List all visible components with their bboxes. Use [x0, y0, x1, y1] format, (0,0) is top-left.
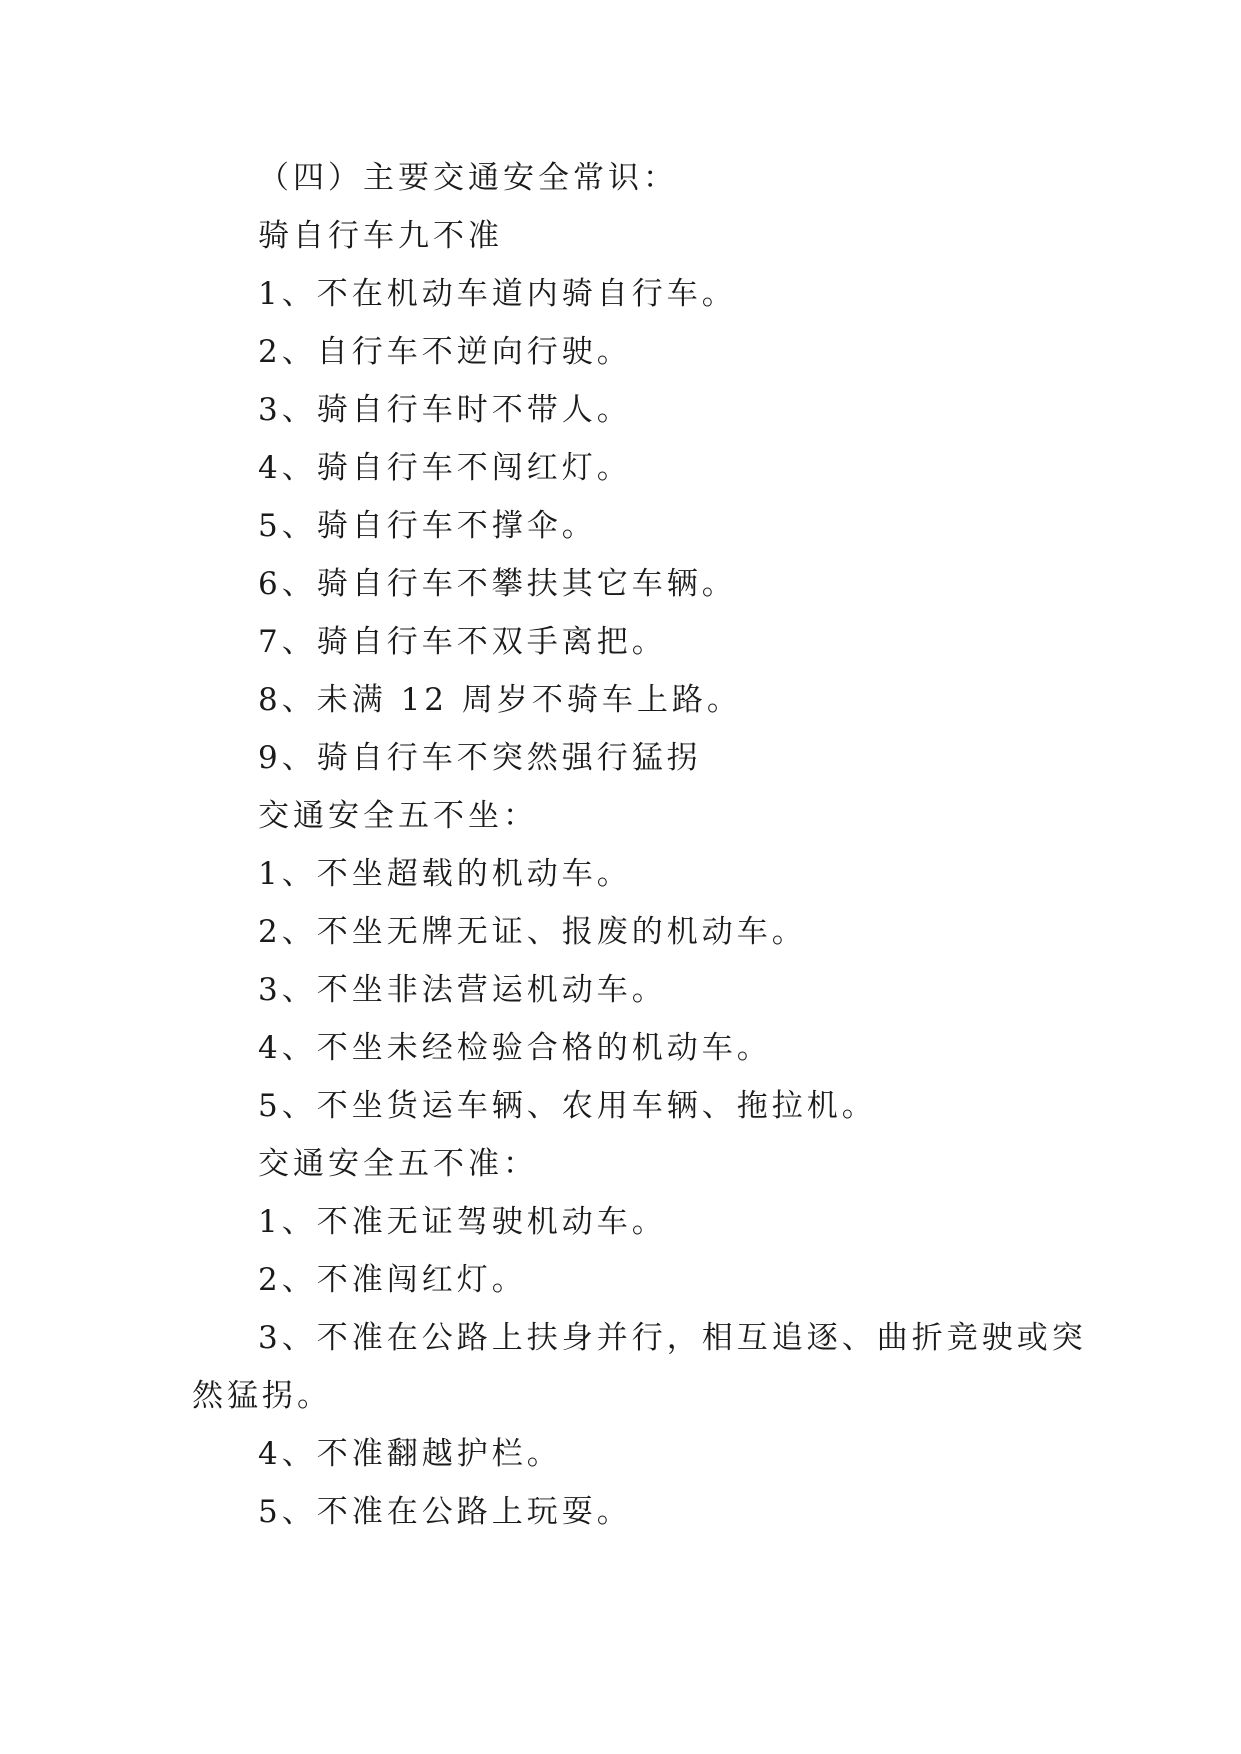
- list-item: 3、骑自行车时不带人。: [258, 392, 632, 428]
- list-item: 8、未满 12 周岁不骑车上路。: [258, 682, 742, 718]
- list-item: 4、骑自行车不闯红灯。: [258, 450, 632, 486]
- list-item: 2、不准闯红灯。: [258, 1262, 527, 1298]
- section-heading: （四）主要交通安全常识：: [258, 160, 678, 196]
- list-item: 3、不坐非法营运机动车。: [258, 972, 667, 1008]
- list-item: 5、不坐货运车辆、农用车辆、拖拉机。: [258, 1088, 877, 1124]
- subheading-five-no-allow: 交通安全五不准：: [258, 1146, 538, 1182]
- list-item: 9、骑自行车不突然强行猛拐: [258, 740, 702, 776]
- list-item-continuation: 然猛拐。: [192, 1378, 332, 1414]
- list-item: 3、不准在公路上扶身并行，相互追逐、曲折竞驶或突: [258, 1320, 1087, 1356]
- subheading-five-no-ride: 交通安全五不坐：: [258, 798, 538, 834]
- list-item: 2、不坐无牌无证、报废的机动车。: [258, 914, 807, 950]
- subheading-bicycle-rules: 骑自行车九不准: [258, 218, 503, 254]
- list-item: 4、不准翻越护栏。: [258, 1436, 562, 1472]
- list-item: 1、不坐超载的机动车。: [258, 856, 632, 892]
- list-item: 1、不准无证驾驶机动车。: [258, 1204, 667, 1240]
- list-item: 5、骑自行车不撑伞。: [258, 508, 597, 544]
- list-item: 1、不在机动车道内骑自行车。: [258, 276, 737, 312]
- list-item: 7、骑自行车不双手离把。: [258, 624, 667, 660]
- list-item: 6、骑自行车不攀扶其它车辆。: [258, 566, 737, 602]
- list-item: 4、不坐未经检验合格的机动车。: [258, 1030, 772, 1066]
- list-item: 5、不准在公路上玩耍。: [258, 1494, 632, 1530]
- list-item: 2、自行车不逆向行驶。: [258, 334, 632, 370]
